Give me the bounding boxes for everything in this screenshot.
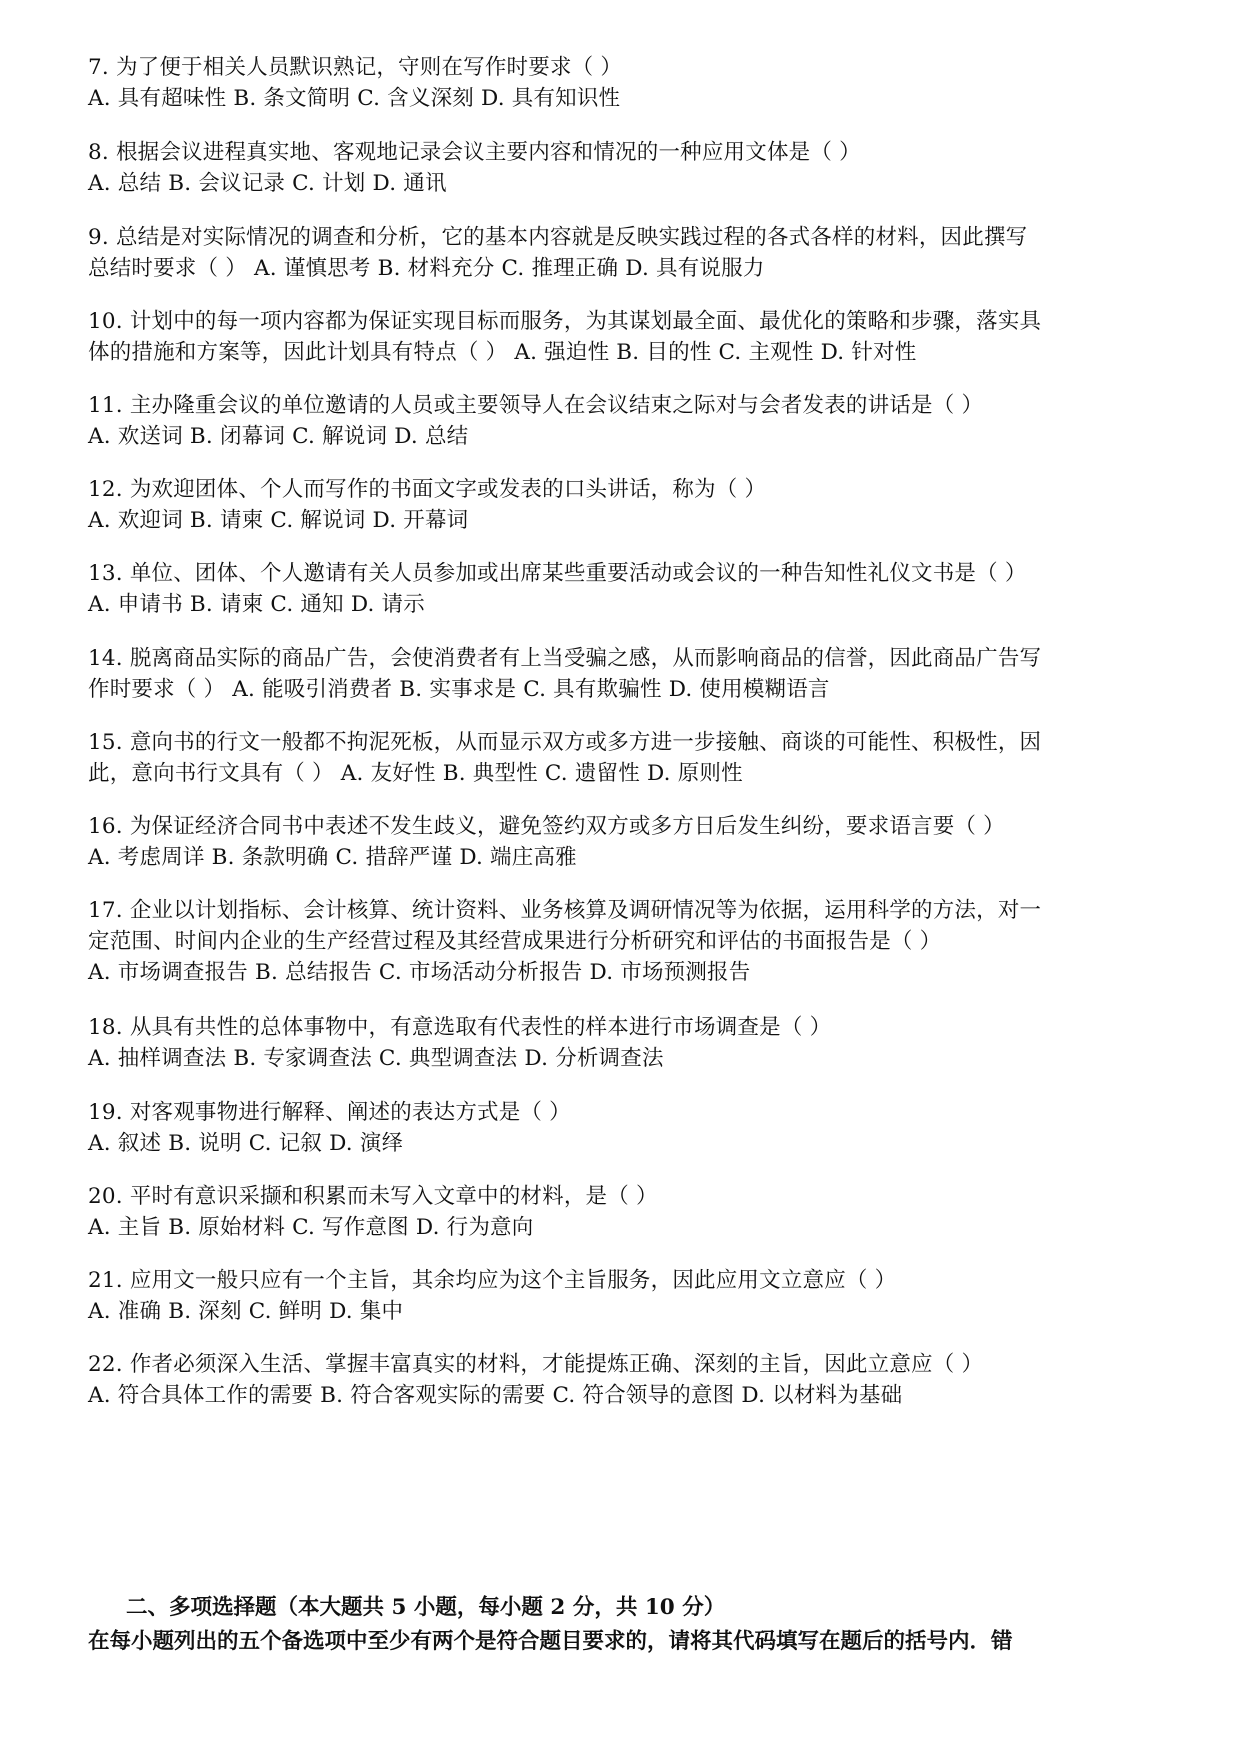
question-text: 10. 计划中的每一项内容都为保证实现目标而服务，为其谋划最全面、最优化的策略和步骤，落实具 [88,309,1042,334]
question-text: 21. 应用文一般只应有一个主旨，其余均应为这个主旨服务，因此应用文立意应（ ） [88,1268,897,1293]
question-10 [88,306,1168,368]
question-text: 20. 平时有意识采撷和积累而未写入文章中的材料，是（ ） [88,1184,658,1209]
question-text: 9. 总结是对实际情况的调查和分析，它的基本内容就是反映实践过程的各式各样的材料，因此撰写 [88,225,1028,250]
question-19 [88,1097,1168,1159]
question-text: 17. 企业以计划指标、会计核算、统计资料、业务核算及调研情况等为依据，运用科学的方法，对一 [88,898,1042,923]
question-options: A. 准确 B. 深刻 C. 鲜明 D. 集中 [88,1299,404,1324]
question-options: A. 符合具体工作的需要 B. 符合客观实际的需要 C. 符合领导的意图 D. 以材料为基础 [88,1383,903,1408]
question-text-cont: 体的措施和方案等，因此计划具有特点（ ） A. 强迫性 B. 目的性 C. 主观性 D. 针对性 [88,340,917,365]
section-instruction: 在每小题列出的五个备选项中至少有两个是符合题目要求的，请将其代码填写在题后的括号内．错 [88,1629,1013,1654]
question-options: A. 欢送词 B. 闭幕词 C. 解说词 D. 总结 [88,424,469,449]
question-17 [88,895,1168,988]
question-text: 19. 对客观事物进行解释、阐述的表达方式是（ ） [88,1100,571,1125]
question-text: 14. 脱离商品实际的商品广告，会使消费者有上当受骗之感，从而影响商品的信誉，因此商品广告写 [88,646,1042,671]
section-title: 二、多项选择题（本大题共 5 小题，每小题 2 分，共 10 分） [126,1595,726,1620]
question-text-cont: 作时要求（ ） A. 能吸引消费者 B. 实事求是 C. 具有欺骗性 D. 使用模糊语言 [88,677,830,702]
question-options: A. 叙述 B. 说明 C. 记叙 D. 演绎 [88,1131,404,1156]
question-options: A. 市场调查报告 B. 总结报告 C. 市场活动分析报告 D. 市场预测报告 [88,960,751,985]
question-options: A. 欢迎词 B. 请柬 C. 解说词 D. 开幕词 [88,508,469,533]
question-7 [88,52,1168,114]
question-text-cont: 此，意向书行文具有（ ） A. 友好性 B. 典型性 C. 遗留性 D. 原则性 [88,761,743,786]
question-14 [88,643,1168,705]
question-options: A. 申请书 B. 请柬 C. 通知 D. 请示 [88,592,425,617]
question-9 [88,222,1168,284]
question-8 [88,137,1168,199]
question-text: 13. 单位、团体、个人邀请有关人员参加或出席某些重要活动或会议的一种告知性礼仪文书是（ ） [88,561,1027,586]
question-15 [88,727,1168,789]
question-text: 8. 根据会议进程真实地、客观地记录会议主要内容和情况的一种应用文体是（ ） [88,140,861,165]
question-11 [88,390,1168,452]
question-text: 7. 为了便于相关人员默识熟记，守则在写作时要求（ ） [88,55,623,80]
question-12 [88,474,1168,536]
question-options: A. 主旨 B. 原始材料 C. 写作意图 D. 行为意向 [88,1215,534,1240]
question-13 [88,558,1168,620]
question-text-cont: 总结时要求（ ） A. 谨慎思考 B. 材料充分 C. 推理正确 D. 具有说服力 [88,256,765,281]
question-options: A. 总结 B. 会议记录 C. 计划 D. 通讯 [88,171,447,196]
question-text: 15. 意向书的行文一般都不拘泥死板，从而显示双方或多方进一步接触、商谈的可能性、积极性，因 [88,730,1042,755]
question-21 [88,1265,1168,1327]
question-options: A. 抽样调查法 B. 专家调查法 C. 典型调查法 D. 分析调查法 [88,1046,664,1071]
question-16 [88,811,1168,873]
question-text: 16. 为保证经济合同书中表述不发生歧义，避免签约双方或多方日后发生纠纷，要求语言要（ ） [88,814,1005,839]
question-text: 18. 从具有共性的总体事物中，有意选取有代表性的样本进行市场调查是（ ） [88,1015,832,1040]
question-22 [88,1349,1168,1411]
question-options: A. 考虑周详 B. 条款明确 C. 措辞严谨 D. 端庄高雅 [88,845,577,870]
question-text: 22. 作者必须深入生活、掌握丰富真实的材料，才能提炼正确、深刻的主旨，因此立意应（ ） [88,1352,984,1377]
question-text: 11. 主办隆重会议的单位邀请的人员或主要领导人在会议结束之际对与会者发表的讲话是（ ） [88,393,984,418]
question-text: 12. 为欢迎团体、个人而写作的书面文字或发表的口头讲话，称为（ ） [88,477,767,502]
question-20 [88,1181,1168,1243]
question-18 [88,1012,1168,1074]
question-text-cont: 定范围、时间内企业的生产经营过程及其经营成果进行分析研究和评估的书面报告是（ ） [88,929,942,954]
question-options: A. 具有超味性 B. 条文简明 C. 含义深刻 D. 具有知识性 [88,86,621,111]
